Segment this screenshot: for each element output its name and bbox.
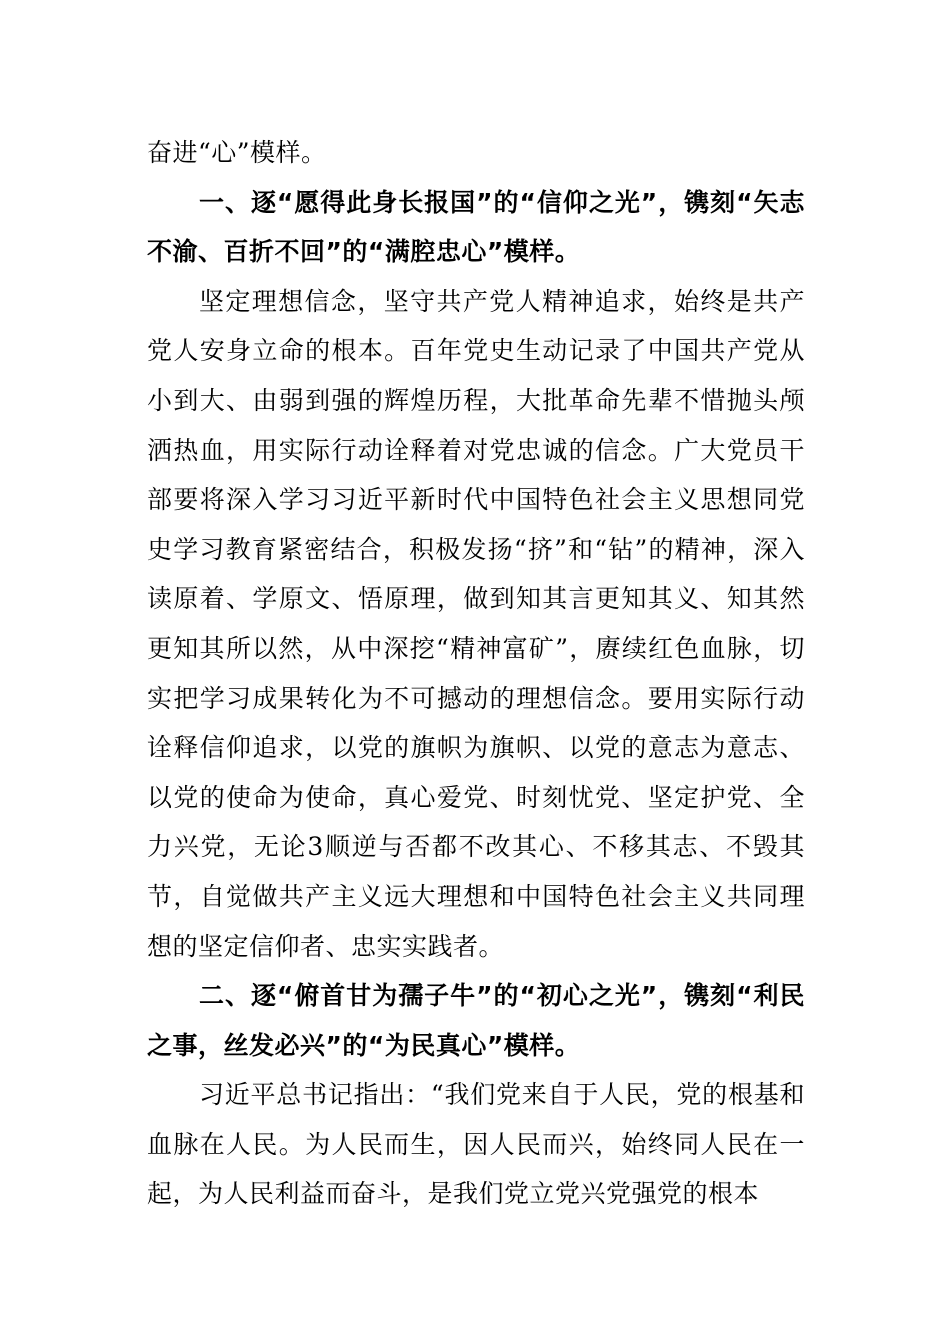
intro-tail-paragraph: 奋进“心”模样。: [147, 138, 327, 167]
section1-heading: 一、逐“愿得此身长报国”的“信仰之光”，镌刻“矢志不渝、百折不回”的“满腔忠心”模样。: [147, 187, 805, 267]
section1-body-paragraph: 坚定理想信念，坚守共产党人精神追求，始终是共产党人安身立命的根本。百年党史生动记录了中国共产党从小到大、由弱到强的辉煌历程，大批革命先辈不惜抛头颅洒热血，用实际行动诠释着对党忠诚的信念。广大党员干部要将深入学习习近平新时代中国特色社会主义思想同党史学习教育紧密结合，积极发扬“挤”和“钻”的精神，深入读原着、学原文、悟原理，做到知其言更知其义、知其然更知其所以然，从中深挖“精神富矿”，赓续红色血脉，切实把学习成果转化为不可撼动的理想信念。要用实际行动诠释信仰追求，以党的旗帜为旗帜、以党的意志为意志、以党的使命为使命，真心爱党、时刻忧党、坚定护党、全力兴党，无论3顺逆与否都不改其心、不移其志、不毁其节，自觉做共产主义远大理想和中国特色社会主义共同理想的坚定信仰者、忠实实践者。: [147, 286, 805, 961]
section2-body-paragraph: 习近平总书记指出：“我们党来自于人民，党的根基和血脉在人民。为人民而生，因人民而兴，始终同人民在一起，为人民利益而奋斗，是我们党立党兴党强党的根本: [147, 1080, 805, 1209]
document-body: [147, 128, 805, 1219]
section2-heading: 二、逐“俯首甘为孺子牛”的“初心之光”，镌刻“利民之事，丝发必兴”的“为民真心”模样。: [147, 981, 805, 1060]
